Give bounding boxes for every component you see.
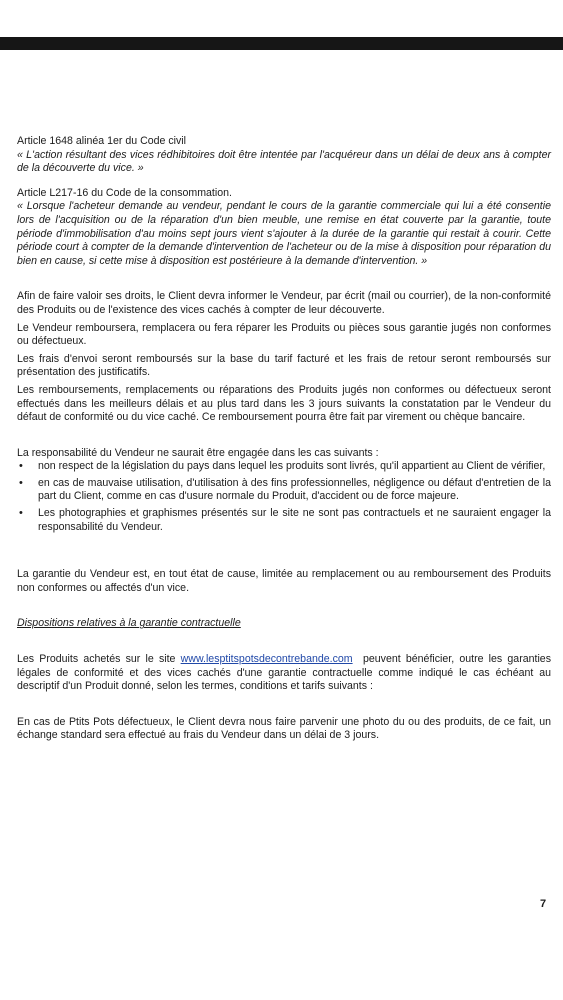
top-bar	[0, 37, 563, 50]
article1-title: Article 1648 alinéa 1er du Code civil	[17, 135, 187, 147]
bullet-icon: •	[19, 460, 23, 473]
bullet-icon: •	[19, 476, 23, 489]
website-link[interactable]: www.lesptitspotsdecontrebande.com	[180, 653, 353, 666]
contractual-warranty-paragraph: Les Produits achetés sur le site www.lesptitspotsdecontrebande.com peuvent bénéficier, outre les garanties légales de conformité et des vices cachés d'une garantie contractuelle comme indiqué le cas échéant au descriptif d'un Produit donné, selon les termes, conditions et tarifs suivants :	[17, 653, 551, 693]
page-number: 7	[540, 898, 547, 910]
liability-intro: La responsabilité du Vendeur ne saurait être engagée dans les cas suivants :	[17, 446, 379, 459]
warranty-limit-paragraph: La garantie du Vendeur est, en tout état de cause, limitée au remplacement ou au remboursement des Produits non conformes ou affectés d'un vice.	[17, 568, 551, 594]
article2-quote: « Lorsque l'acheteur demande au vendeur, pendant le cours de la garantie commerciale qui lui a été consentie lors de l'acquisition ou de la réparation d'un bien meuble, une remise en état couverte par la garantie, toute période d'immobilisation d'au moins sept jours vient s'ajouter à la durée de la garantie qui restait à courir. Cette période court à compter de la demande d'intervention de l'acheteur ou de la mise à disposition pour réparation du bien en cause, si cette mise à disposition est postérieure à la demande d'intervention. »	[17, 200, 551, 267]
list-item-text: en cas de mauvaise utilisation, d'utilisation à des fins professionnelles, négligence ou défaut d'entretien de la part du Client, comme en cas d'usure normale du Produit, d'accident ou de force majeure.	[38, 476, 551, 503]
list-item	[17, 507, 551, 534]
article1-quote: « L'action résultant des vices rédhibitoires doit être intentée par l'acquéreur dans un délai de deux ans à compter de la découverte du vice. »	[17, 148, 551, 175]
rights-paragraph: Afin de faire valoir ses droits, le Client devra informer le Vendeur, par écrit (mail ou courrier), de la non-conformité des Produits ou de l'existence des vices cachés à compter de leur découverte.	[17, 290, 551, 316]
refunds-paragraph: Les remboursements, remplacements ou réparations des Produits jugés non conformes ou défectueux seront effectués dans les meilleurs délais et au plus tard dans les 3 jours suivants la constatation par le Vendeur du défaut de conformité ou du vice caché. Ce remboursement pourra être fait par virement ou chèque bancaire.	[17, 383, 551, 424]
defective-pots-paragraph: En cas de Ptits Pots défectueux, le Client devra nous faire parvenir une photo du ou des produits, de ce fait, un échange standard sera effectué au frais du Vendeur dans un délai de 3 jours.	[17, 715, 551, 742]
shipping-fees-paragraph: Les frais d'envoi seront remboursés sur la base du tarif facturé et les frais de retour seront remboursés sur présentation des justificatifs.	[17, 352, 551, 379]
document-page	[17, 135, 551, 743]
article2-title: Article L217-16 du Code de la consommation.	[17, 186, 232, 199]
list-item	[17, 460, 551, 474]
list-item-text: non respect de la législation du pays dans lequel les produits sont livrés, qu'il appartient au Client de vérifier,	[38, 460, 546, 473]
liability-list	[17, 460, 551, 534]
replacement-paragraph: Le Vendeur remboursera, remplacera ou fera réparer les Produits ou pièces sous garantie jugés non conformes ou défectueux.	[17, 321, 551, 348]
list-item	[17, 477, 551, 504]
list-item-text: Les photographies et graphismes présentés sur le site ne sont pas contractuels et ne sauraient engager la responsabilité du Vendeur.	[38, 507, 551, 533]
bullet-icon: •	[19, 507, 23, 520]
section-heading: Dispositions relatives à la garantie contractuelle	[17, 617, 241, 630]
